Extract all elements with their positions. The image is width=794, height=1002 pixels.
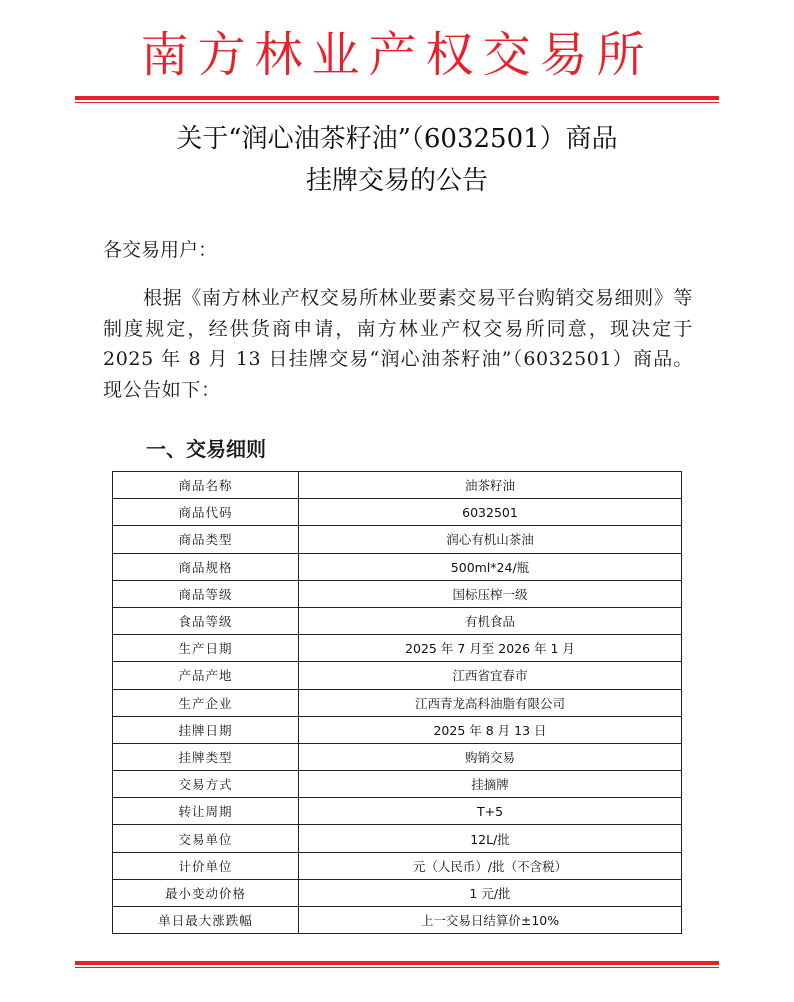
row-label: 转让周期 [113, 798, 299, 825]
row-value: 1 元/批 [299, 879, 682, 906]
table-row [113, 580, 682, 607]
row-label: 交易单位 [113, 825, 299, 852]
row-label: 食品等级 [113, 607, 299, 634]
row-value: 有机食品 [299, 607, 682, 634]
row-label: 商品类型 [113, 526, 299, 553]
row-value: T+5 [299, 798, 682, 825]
table-row [113, 798, 682, 825]
row-value: 润心有机山茶油 [299, 526, 682, 553]
row-label: 产品产地 [113, 662, 299, 689]
row-value: 上一交易日结算价±10% [299, 907, 682, 934]
row-label: 单日最大涨跌幅 [113, 907, 299, 934]
salutation: 各交易用户： [103, 239, 218, 261]
table-row [113, 635, 682, 662]
footer-divider-thick [75, 961, 719, 965]
row-label: 生产日期 [113, 635, 299, 662]
row-value: 12L/批 [299, 825, 682, 852]
table-row [113, 907, 682, 934]
row-value: 江西省宜春市 [299, 662, 682, 689]
table-row [113, 662, 682, 689]
table-row [113, 825, 682, 852]
row-value: 国标压榨一级 [299, 580, 682, 607]
row-value: 2025 年 8 月 13 日 [299, 716, 682, 743]
table-row [113, 743, 682, 770]
table-row [113, 689, 682, 716]
table-row [113, 472, 682, 499]
table-row [113, 879, 682, 906]
document-title-line-2: 挂牌交易的公告 [305, 166, 488, 196]
row-value: 挂摘牌 [299, 771, 682, 798]
table-row [113, 771, 682, 798]
row-label: 商品代码 [113, 499, 299, 526]
row-label: 商品规格 [113, 553, 299, 580]
row-value: 2025 年 7 月至 2026 年 1 月 [299, 635, 682, 662]
row-value: 江西青龙高科油脂有限公司 [299, 689, 682, 716]
table-row [113, 499, 682, 526]
body-paragraph: 根据《南方林业产权交易所林业要素交易平台购销交易细则》等制度规定，经供货商申请，南方林业产权交易所同意，现决定于 2025 年 8 月 13 日挂牌交易“润心油茶籽油”（6032501）商品。现公告如下： [103, 287, 693, 401]
trading-details-table [112, 471, 682, 934]
row-value: 元（人民币）/批（不含税） [299, 852, 682, 879]
row-label: 生产企业 [113, 689, 299, 716]
footer-divider-thin [75, 967, 719, 968]
row-label: 挂牌类型 [113, 743, 299, 770]
row-value: 500ml*24/瓶 [299, 553, 682, 580]
row-label: 最小变动价格 [113, 879, 299, 906]
org-name: 南方林业产权交易所 [140, 27, 654, 83]
row-value: 购销交易 [299, 743, 682, 770]
document-title-line-1: 关于“润心油茶籽油”（6032501）商品 [176, 124, 618, 154]
row-value: 油茶籽油 [299, 472, 682, 499]
row-label: 挂牌日期 [113, 716, 299, 743]
row-label: 商品等级 [113, 580, 299, 607]
table-row [113, 852, 682, 879]
table-row [113, 526, 682, 553]
row-label: 商品名称 [113, 472, 299, 499]
row-label: 交易方式 [113, 771, 299, 798]
header-divider-thin [75, 102, 719, 103]
row-label: 计价单位 [113, 852, 299, 879]
header-divider-thick [75, 96, 719, 100]
table-row [113, 716, 682, 743]
table-row [113, 607, 682, 634]
table-row [113, 553, 682, 580]
section-title-trading-rules: 一、交易细则 [146, 437, 266, 461]
row-value: 6032501 [299, 499, 682, 526]
